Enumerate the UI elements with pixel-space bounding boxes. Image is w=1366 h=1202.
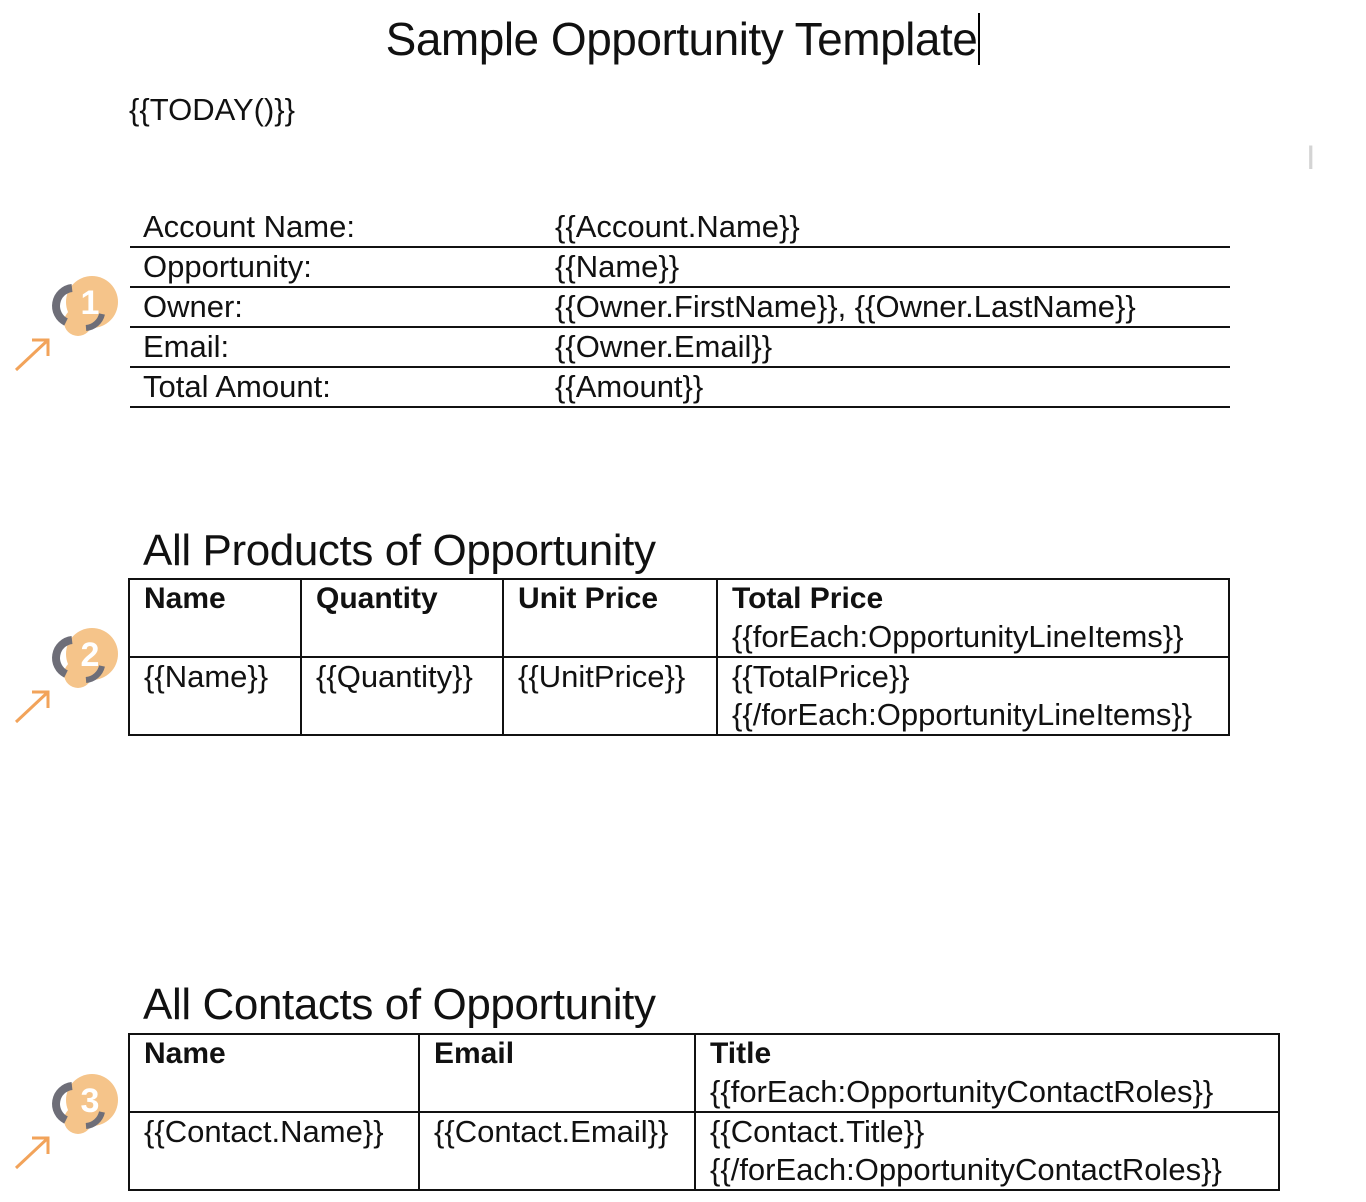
contacts-cell-name[interactable]: {{Contact.Name}} <box>129 1112 419 1190</box>
contacts-header-email: Email <box>419 1034 695 1112</box>
foreach-end-tag[interactable]: {{/forEach:OpportunityLineItems}} <box>732 697 1193 732</box>
products-section-heading: All Products of Opportunity <box>143 526 656 575</box>
summary-label: Owner: <box>130 287 555 327</box>
ibeam-cursor-icon: I <box>1306 139 1316 177</box>
products-header-name: Name <box>129 579 301 657</box>
table-row <box>130 247 1230 287</box>
summary-value[interactable]: {{Amount}} <box>555 367 1230 407</box>
contacts-cell-title[interactable]: {{Contact.Title}} {{/forEach:OpportunityContactRoles}} <box>695 1112 1279 1190</box>
arrow-icon <box>16 692 48 722</box>
summary-value[interactable]: {{Owner.Email}} <box>555 327 1230 367</box>
table-header-row <box>129 1034 1279 1112</box>
foreach-end-tag[interactable]: {{/forEach:OpportunityContactRoles}} <box>710 1152 1222 1187</box>
foreach-start-tag[interactable]: {{forEach:OpportunityLineItems}} <box>732 619 1184 654</box>
table-row <box>130 208 1230 247</box>
table-header-row <box>129 579 1229 657</box>
document-title-text: Sample Opportunity Template <box>385 13 978 65</box>
today-placeholder[interactable]: {{TODAY()}} <box>129 92 295 127</box>
step-badge-icon <box>56 1074 118 1134</box>
document-title[interactable] <box>0 12 1366 66</box>
step-number: 2 <box>80 636 100 674</box>
products-cell-unit-price[interactable]: {{UnitPrice}} <box>503 657 717 735</box>
foreach-start-tag[interactable]: {{forEach:OpportunityContactRoles}} <box>710 1074 1214 1109</box>
table-row <box>130 367 1230 407</box>
step-marker-1 <box>10 268 120 378</box>
products-cell-quantity[interactable]: {{Quantity}} <box>301 657 503 735</box>
step-badge-icon <box>56 276 118 336</box>
step-marker-3 <box>10 1066 120 1176</box>
products-header-quantity: Quantity <box>301 579 503 657</box>
opportunity-summary-table <box>130 208 1230 408</box>
step-number: 3 <box>80 1082 100 1120</box>
summary-label: Account Name: <box>130 208 555 247</box>
table-row <box>130 327 1230 367</box>
summary-label: Email: <box>130 327 555 367</box>
contacts-table <box>128 1033 1280 1191</box>
contacts-header-name: Name <box>129 1034 419 1112</box>
summary-label: Opportunity: <box>130 247 555 287</box>
arrow-icon <box>16 1138 48 1168</box>
summary-value[interactable]: {{Owner.FirstName}}, {{Owner.LastName}} <box>555 287 1230 327</box>
summary-label: Total Amount: <box>130 367 555 407</box>
summary-value[interactable]: {{Account.Name}} <box>555 208 1230 247</box>
products-table <box>128 578 1230 736</box>
products-cell-total-price[interactable]: {{TotalPrice}} {{/forEach:OpportunityLineItems}} <box>717 657 1229 735</box>
arrow-icon <box>16 340 48 370</box>
step-number: 1 <box>80 284 100 322</box>
table-row <box>129 1112 1279 1190</box>
text-caret <box>978 13 980 65</box>
table-row <box>129 657 1229 735</box>
contacts-header-title: Title {{forEach:OpportunityContactRoles}} <box>695 1034 1279 1112</box>
table-row <box>130 287 1230 327</box>
contacts-cell-email[interactable]: {{Contact.Email}} <box>419 1112 695 1190</box>
products-header-unit-price: Unit Price <box>503 579 717 657</box>
products-cell-name[interactable]: {{Name}} <box>129 657 301 735</box>
products-header-total-price: Total Price {{forEach:OpportunityLineItems}} <box>717 579 1229 657</box>
summary-value[interactable]: {{Name}} <box>555 247 1230 287</box>
step-badge-icon <box>56 628 118 688</box>
contacts-section-heading: All Contacts of Opportunity <box>143 980 656 1029</box>
step-marker-2 <box>10 620 120 730</box>
